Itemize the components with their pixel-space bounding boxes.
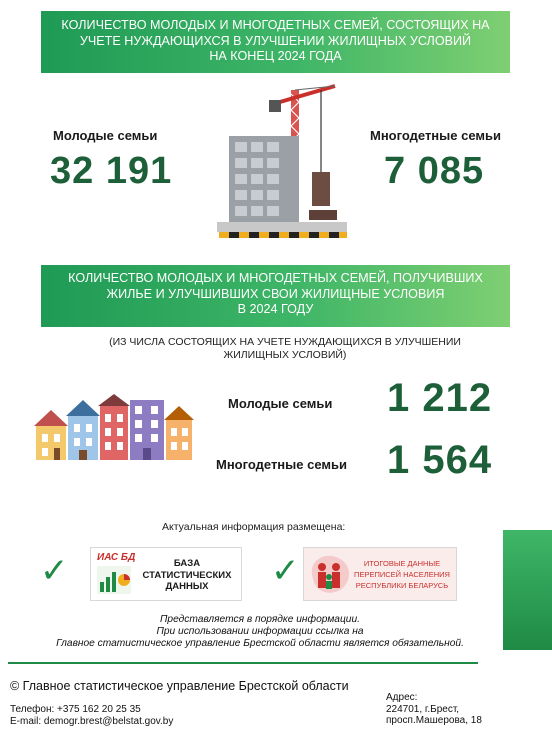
footer-address [386, 692, 482, 727]
section1-title-line2: УЧЕТЕ НУЖДАЮЩИХСЯ В УЛУЧШЕНИИ ЖИЛИЩНЫХ УСЛОВИЙ [79, 33, 472, 48]
section1-title-line1: КОЛИЧЕСТВО МОЛОДЫХ И МНОГОДЕТНЫХ СЕМЕЙ, СОСТОЯЩИХ НА [61, 18, 490, 32]
section1-large-label: Многодетные семьи [370, 128, 501, 143]
section2-title-line1: КОЛИЧЕСТВО МОЛОДЫХ И МНОГОДЕТНЫХ СЕМЕЙ, ПОЛУЧИВШИХ [68, 271, 483, 285]
section2-young-value: 1 212 [387, 376, 493, 420]
family-icon [308, 552, 352, 596]
section2-banner [41, 265, 510, 327]
section2-title-line2: ЖИЛЬЕ И УЛУЧШИВШИХ СВОИ ЖИЛИЩНЫЕ УСЛОВИЯ [106, 286, 445, 301]
houses-icon [34, 392, 194, 462]
section2-note-line1: (ИЗ ЧИСЛА СОСТОЯЩИХ НА УЧЕТЕ НУЖДАЮЩИХСЯ В УЛУЧШЕНИИ [109, 336, 461, 348]
census-text [352, 558, 452, 591]
disclaimer-line1: Представляется в порядке информации. [160, 614, 360, 625]
section1-young-value: 32 191 [50, 150, 173, 192]
disclaimer [20, 614, 500, 650]
section2-note [85, 336, 485, 362]
info-heading: Актуальная информация размещена: [162, 521, 346, 533]
ias-bd-line2: СТАТИСТИЧЕСКИХ [142, 569, 232, 581]
section2-title-line3: В 2024 ГОДУ [237, 302, 314, 316]
section2-large-label: Многодетные семьи [216, 457, 347, 472]
census-line1: ИТОГОВЫЕ ДАННЫЕ [363, 559, 441, 568]
section2-note-line2: ЖИЛИЩНЫХ УСЛОВИЙ) [223, 349, 347, 361]
ias-bd-link-card[interactable] [90, 547, 242, 601]
ias-bd-line3: ДАННЫХ [165, 581, 209, 592]
section1-title-line3: НА КОНЕЦ 2024 ГОДА [209, 49, 342, 63]
checkmark-icon: ✓ [271, 552, 300, 590]
census-link-card[interactable] [303, 547, 457, 601]
footer-address-line3: просп.Машерова, 18 [386, 715, 482, 726]
section1-young-label: Молодые семьи [53, 128, 158, 143]
disclaimer-line3: Главное статистическое управление Брестской области является обязательной. [56, 638, 464, 649]
disclaimer-line2: При использовании информации ссылка на [156, 626, 364, 637]
footer-address-line2: 224701, г.Брест, [386, 703, 460, 715]
decorative-side-band [503, 530, 552, 650]
section2-young-label: Молодые семьи [228, 396, 333, 411]
ias-bd-line1: БАЗА [173, 558, 201, 569]
section1-banner [41, 11, 510, 73]
checkmark-icon: ✓ [40, 552, 69, 590]
footer-address-line1: Адрес: [386, 692, 418, 703]
footer-email[interactable]: E-mail: demogr.brest@belstat.gov.by [10, 716, 174, 727]
footer-phone: Телефон: +375 162 20 25 35 [10, 704, 141, 715]
section2-large-value: 1 564 [387, 438, 493, 482]
footer-copyright: © Главное статистическое управление Брестской области [10, 679, 349, 693]
footer-divider [8, 662, 478, 664]
census-line2: ПЕРЕПИСЕЙ НАСЕЛЕНИЯ [354, 570, 450, 579]
census-line3: РЕСПУБЛИКИ БЕЛАРУСЬ [355, 581, 449, 590]
ias-bd-title: ИАС БД [97, 552, 136, 563]
construction-crane-icon [213, 80, 353, 240]
ias-bd-text [135, 558, 239, 593]
section1-large-value: 7 085 [384, 150, 485, 192]
chart-icon [97, 566, 131, 594]
